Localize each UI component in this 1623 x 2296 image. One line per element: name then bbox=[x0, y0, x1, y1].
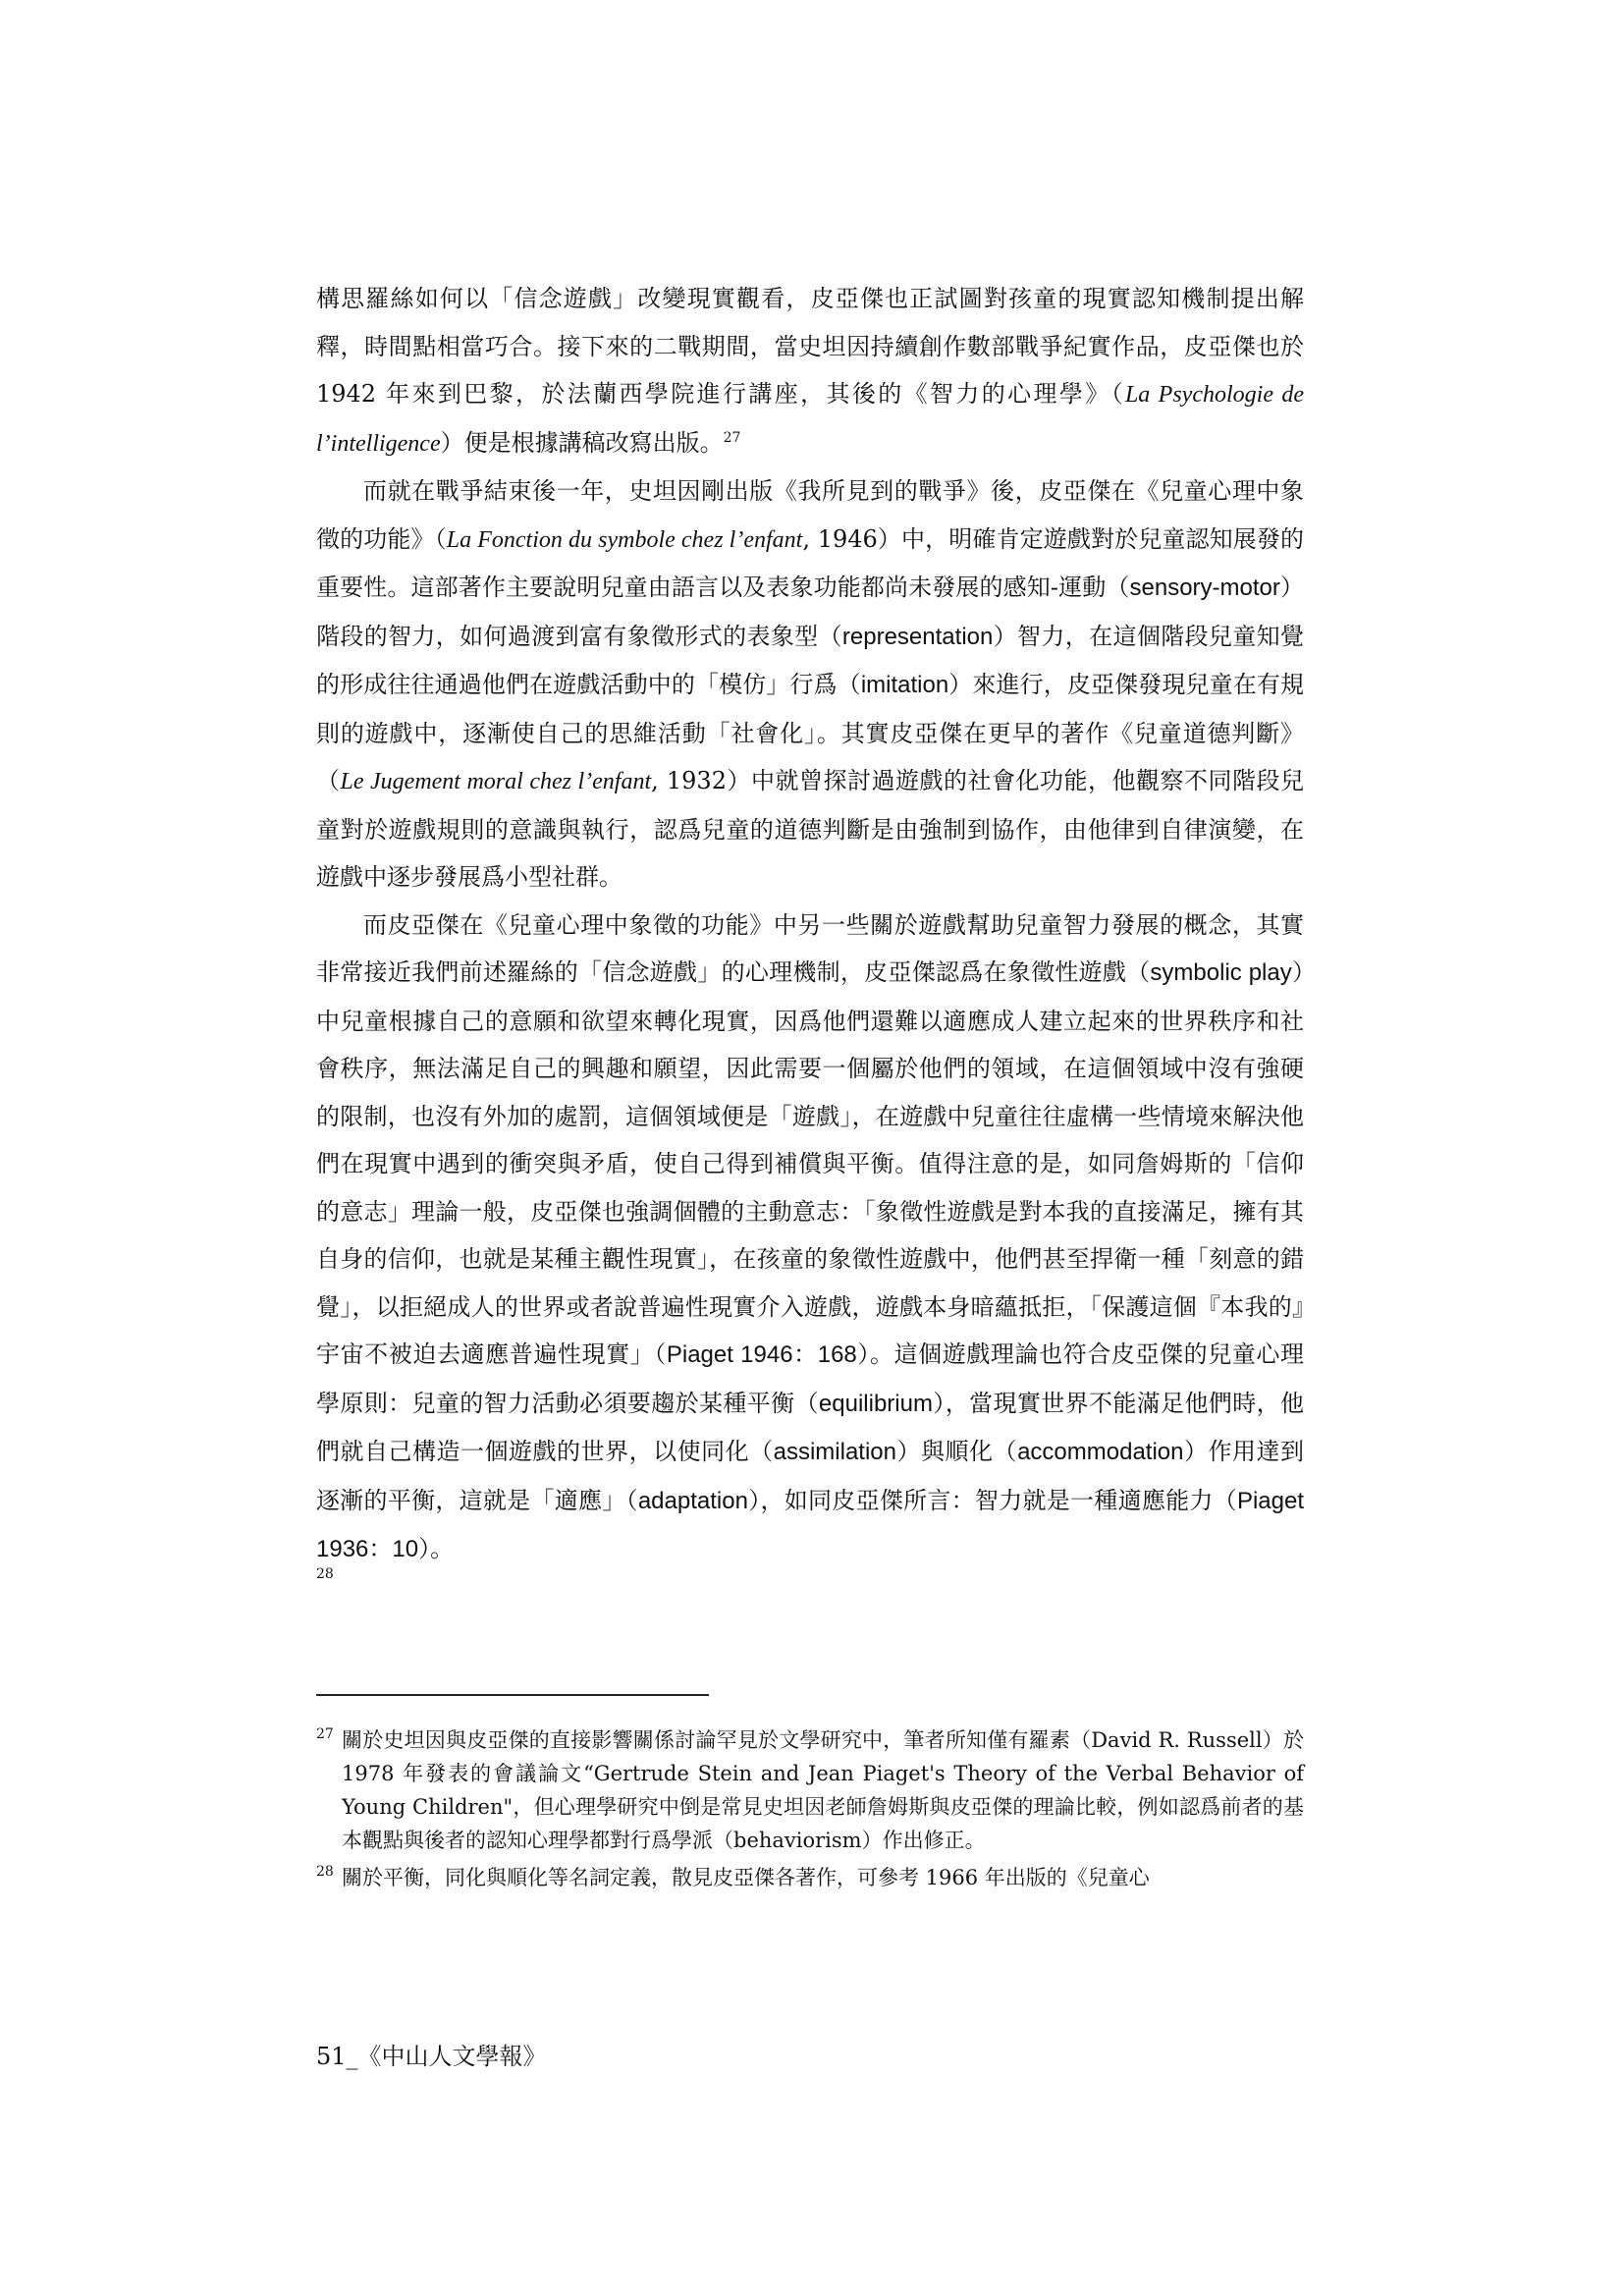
footnote-number: 27 bbox=[316, 1726, 334, 1742]
paragraph-2-text: 而就在戰爭結束後一年，史坦因剛出版《我所見到的戰爭》後，皮亞傑在《兒童心理中象徵的功能》（ bbox=[316, 477, 1304, 553]
term: accommodation bbox=[1017, 1439, 1184, 1465]
footnote-ref-27[interactable]: 27 bbox=[723, 429, 741, 446]
paragraph-2 bbox=[316, 467, 1304, 902]
paragraph-3-text: ），如同皮亞傑所言：智力就是一種適應能力（ bbox=[747, 1486, 1237, 1514]
term: assimilation bbox=[773, 1439, 897, 1465]
footer-separator: _ bbox=[346, 2043, 358, 2070]
main-text bbox=[316, 275, 1304, 1584]
footnote-27 bbox=[316, 1723, 1304, 1857]
paragraph-3-text: ）。 bbox=[418, 1535, 455, 1562]
paragraph-3-text: ）中兒童根據自己的意願和欲望來轉化現實，因爲他們還難以適應成人建立起來的世界秩序和社會秩序，無法滿足自己的興趣和願望，因此需要一個屬於他們的領域，在這個領域中沒有強硬的限制，也沒有外加的處罰，這個領域便是「遊戲」，在遊戲中兒童往往虛構一些情境來解決他們在現實中遇到的衝突與矛盾，使自己得到補償與平衡。值得注意的是，如同詹姆斯的「信仰的意志」理論一般，皮亞傑也強調個體的主動意志：「象徵性遊戲是對本我的直接滿足，擁有其自身的信仰，也就是某種主觀性現實」，在孩童的象徵性遊戲中，他們甚至捍衛一種「刻意的錯覺」，以拒絕成人的世界或者說普遍性現實介入遊戲，遊戲本身暗蘊抵拒，「保護這個『本我的』宇宙不被迫去適應普遍性現實」（ bbox=[316, 958, 1305, 1368]
paragraph-3-text: 而皮亞傑在《兒童心理中象徵的功能》中另一些關於遊戲幫助兒童智力發展的概念，其實非常接近我們前述羅絲的「信念遊戲」的心理機制，皮亞傑認爲在象徵性遊戲（ bbox=[316, 910, 1304, 986]
body-text bbox=[316, 275, 1304, 1584]
paragraph-3 bbox=[316, 902, 1304, 1574]
paragraph-2-text: , 1932）中就曾探討過遊戲的社會化功能，他觀察不同階段兒童對於遊戲規則的意識與執行，認爲兒童的道德判斷是由強制到協作，由他律到自律演變，在遊戲中逐步發展爲小型社群。 bbox=[316, 767, 1305, 891]
paragraph-3-text: ）。這個遊戲理論也符合皮亞傑的兒童心理學原則：兒童的智力活動必須要趨於某種平衡（ bbox=[316, 1340, 1305, 1417]
paragraph-2-text: ）智力，在這個階段兒童知覺的形成往往通過他們在遊戲活動中的「模仿」行爲（ bbox=[316, 622, 1305, 698]
footnote-divider bbox=[316, 1694, 709, 1696]
page-number: 51 bbox=[316, 2043, 347, 2070]
paragraph-1 bbox=[316, 275, 1304, 467]
journal-title: 《中山人文學報》 bbox=[357, 2043, 547, 2070]
citation: Piaget 1946：168 bbox=[666, 1341, 857, 1368]
book-title: La Fonction du symbole chez l’enfant bbox=[446, 526, 803, 553]
footnote-text: 關於平衡，同化與順化等名詞定義，散見皮亞傑各著作，可參考 1966 年出版的《兒童心 bbox=[342, 1866, 1150, 1889]
footnote-number: 28 bbox=[316, 1864, 334, 1880]
paragraph-3-text: ）作用達到逐漸的平衡，這就是「適應」（ bbox=[316, 1438, 1305, 1514]
paragraph-2-text: ）來進行，皮亞傑發現兒童在有規則的遊戲中，逐漸使自己的思維活動「社會化」。其實皮亞傑在更早的著作《兒童道德判斷》（ bbox=[316, 671, 1305, 794]
term: symbolic play bbox=[1150, 959, 1292, 986]
footnote-28 bbox=[316, 1861, 1304, 1894]
term: sensory-motor bbox=[1129, 574, 1280, 601]
paragraph-1-text: ）便是根據講稿改寫出版。 bbox=[440, 428, 724, 457]
paragraph-3-text: ）與順化（ bbox=[896, 1438, 1018, 1465]
paragraph-2-text: , 1946）中，明確肯定遊戲對於兒童認知展發的重要性。這部著作主要說明兒童由語言以及表象功能都尚未發展的感知-運動（ bbox=[316, 524, 1305, 601]
paragraph-3-text: ），當現實世界不能滿足他們時，他們就自己構造一個遊戲的世界，以使同化（ bbox=[316, 1389, 1305, 1465]
term: representation bbox=[841, 623, 994, 650]
citation: Piaget 1936：10 bbox=[316, 1487, 1305, 1562]
footnote-text: 關於史坦因與皮亞傑的直接影響關係討論罕見於文學研究中，筆者所知僅有羅素（David R. Russell）於 1978 年發表的會議論文“Gertrude Stein and Jean Piaget's Theory of the Verbal Behavior of Young Children"，但心理學研究中倒是常見史坦因老師詹姆斯與皮亞傑的理論比較，例如認爲前者的基本觀點與後者的認知心理學都對行爲學派（behaviorism）作出修正。 bbox=[342, 1728, 1304, 1852]
book-title: La Psychologie de l’intelligence bbox=[316, 382, 1304, 457]
footnotes bbox=[316, 1723, 1304, 1898]
paragraph-1-text: 構思羅絲如何以「信念遊戲」改變現實觀看，皮亞傑也正試圖對孩童的現實認知機制提出解釋，時間點相當巧合。接下來的二戰期間，當史坦因持續創作數部戰爭紀實作品，皮亞傑也於 1942 年來到巴黎，於法蘭西學院進行講座，其後的《智力的心理學》（ bbox=[316, 285, 1304, 408]
term: imitation bbox=[860, 672, 949, 698]
footnote-ref-28[interactable]: 28 bbox=[316, 1565, 334, 1582]
term: adaptation bbox=[637, 1487, 748, 1514]
paragraph-2-text: ）階段的智力，如何過渡到富有象徵形式的表象型（ bbox=[316, 574, 1305, 650]
term: equilibrium bbox=[818, 1390, 933, 1417]
book-title: Le Jugement moral chez l’enfant bbox=[340, 769, 652, 794]
page-footer bbox=[316, 2041, 547, 2072]
